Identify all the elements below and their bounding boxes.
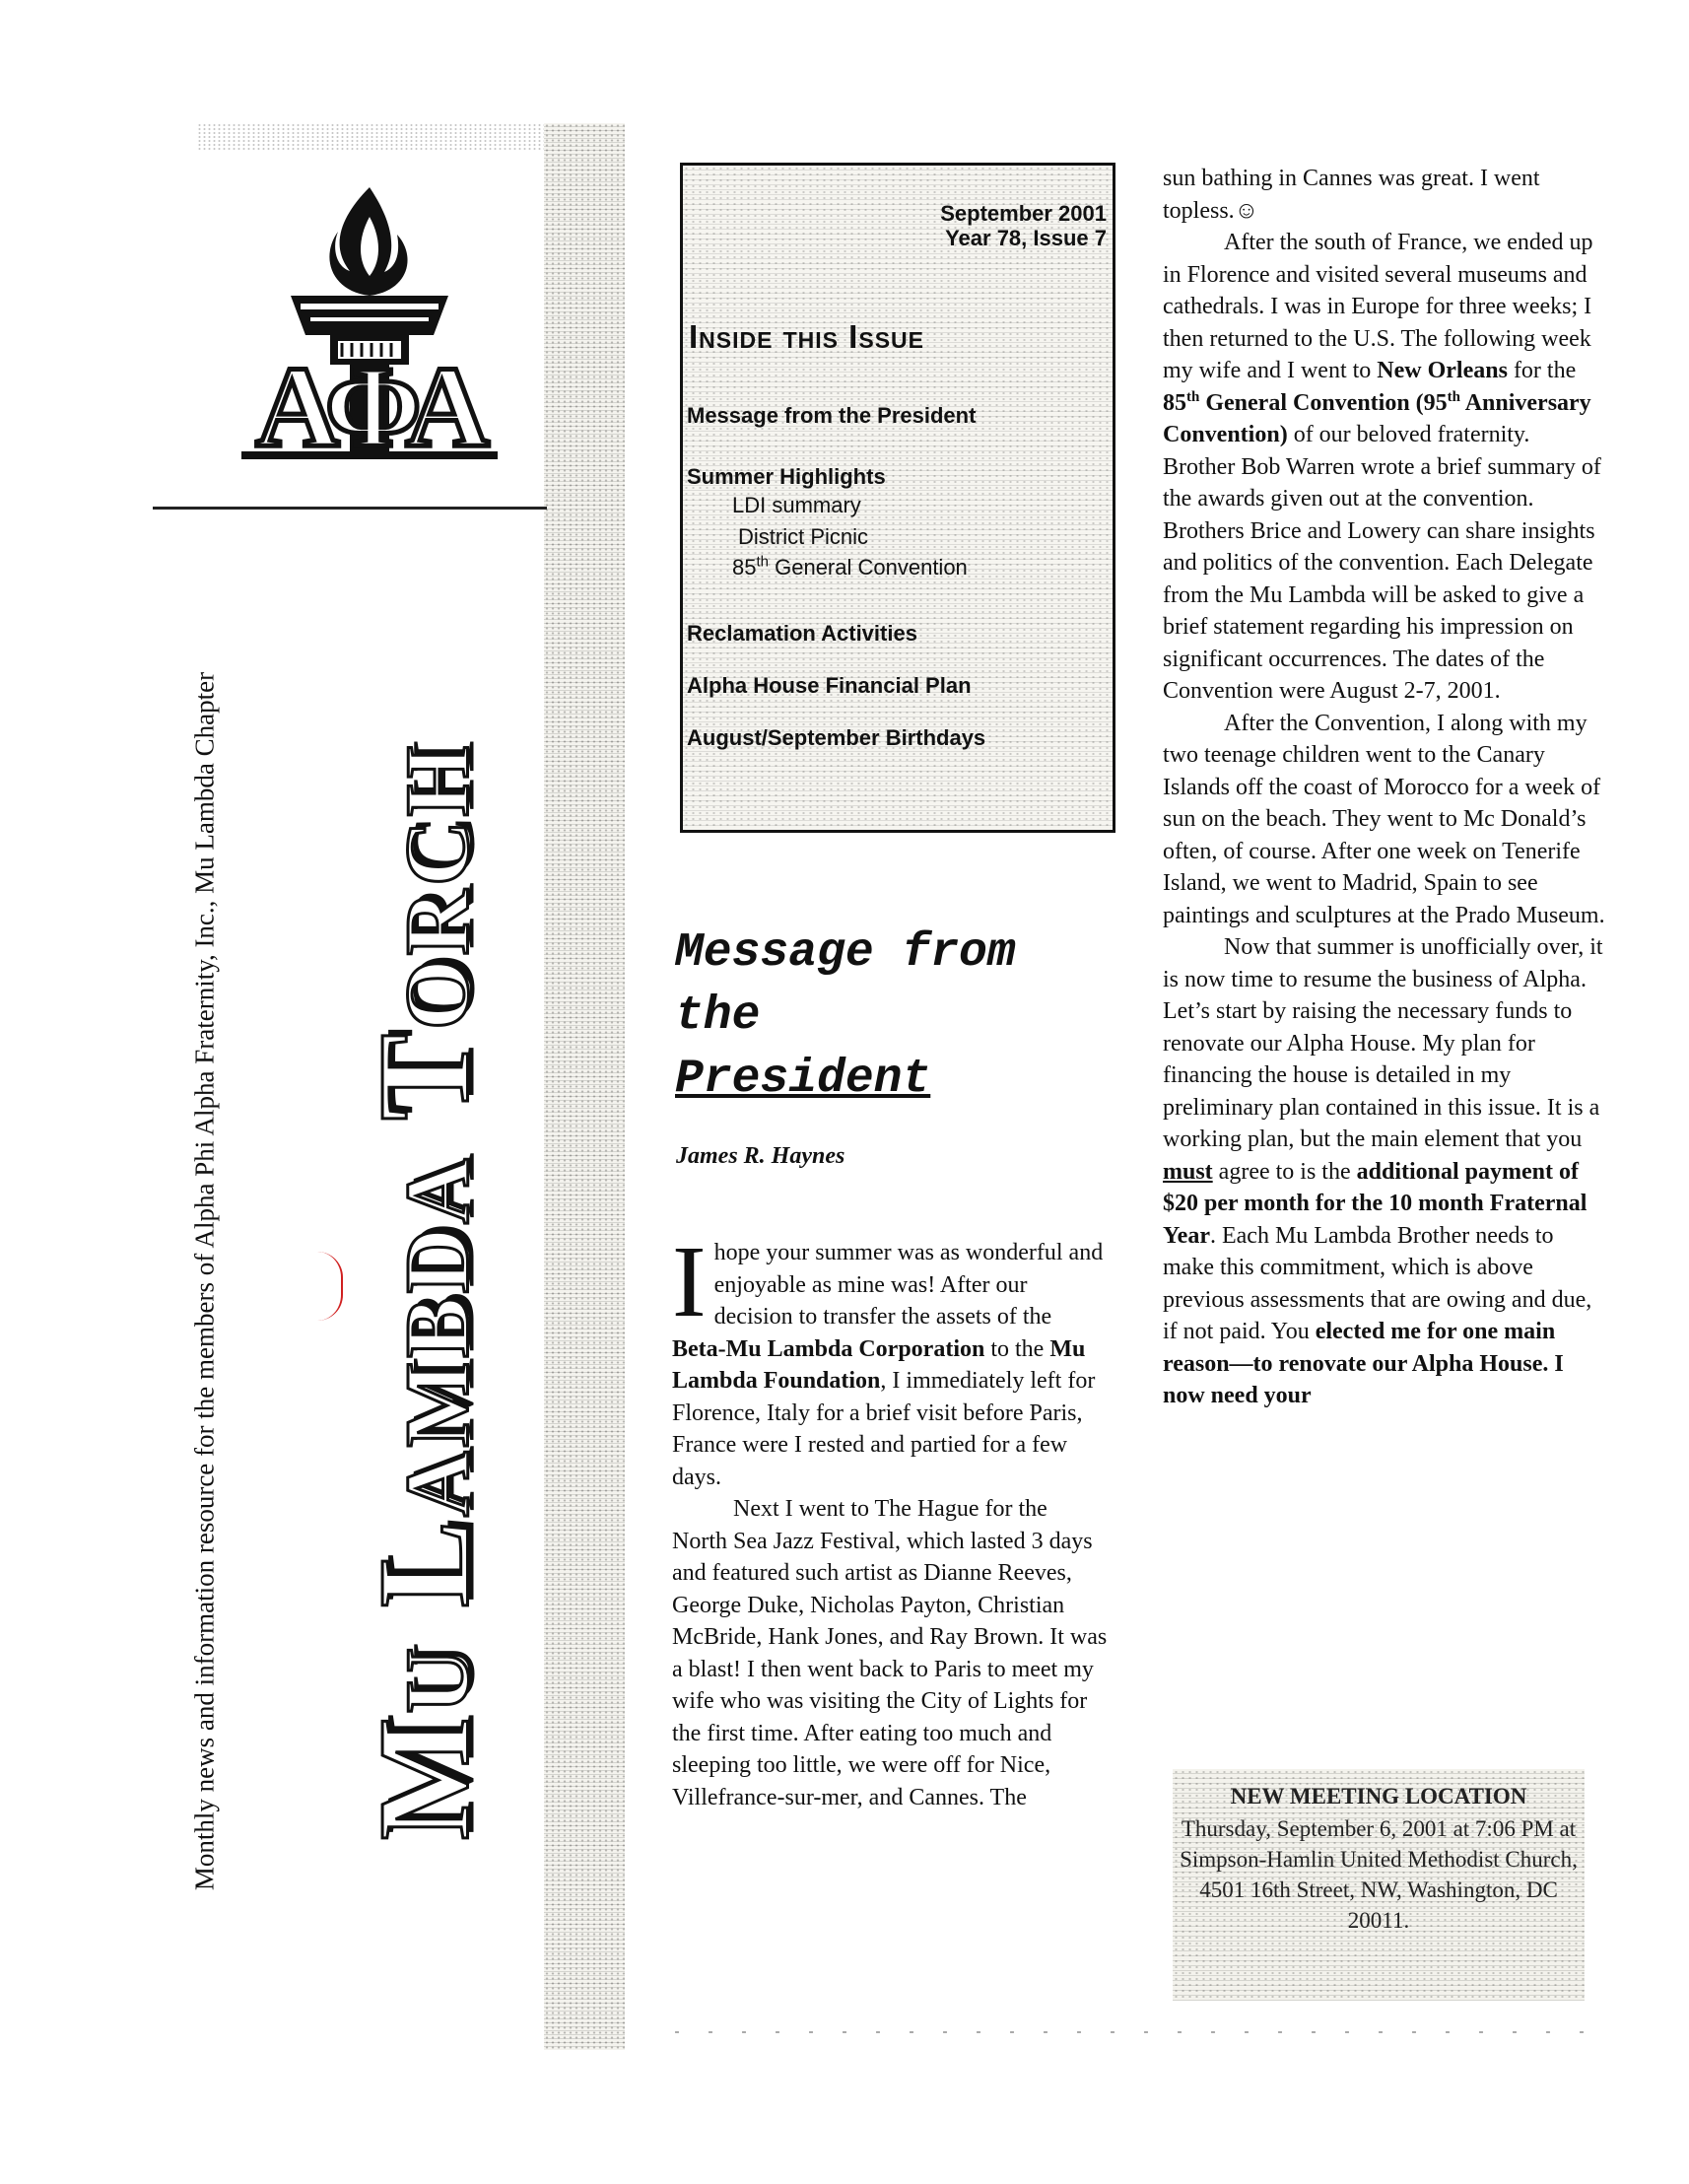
logo-greek-letters: ΑΦΑ xyxy=(255,342,484,463)
table-of-contents xyxy=(687,402,1111,752)
article-paragraph: After the Convention, I along with my two teenage children went to the Canary Islands off the coast of Morocco for a week of sun on the beach. They went to Mc Donald’s often, of course. After one week on Tenerife Island, we went to Madrid, Spain to see paintings and sculptures at the Prado Museum. xyxy=(1163,710,1605,928)
red-pen-mark xyxy=(317,1252,343,1321)
dotted-divider xyxy=(660,2028,1606,2036)
article-byline: James R. Haynes xyxy=(676,1143,845,1169)
issue-volume: Year 78, Issue 7 xyxy=(945,226,1107,250)
newsletter-title: Mu Lambda Torch xyxy=(351,741,497,1841)
meeting-location-box xyxy=(1173,1769,1585,2001)
article-paragraph xyxy=(672,1225,1108,1493)
bold-text: Mu Lambda Foundation xyxy=(672,1335,1086,1394)
headline-line: Message from the xyxy=(675,926,1016,1043)
headline-line: President xyxy=(675,1053,931,1106)
newsletter-subtitle: Monthly news and information resource for the members of Alpha Phi Alpha Fraternity, Inc., Mu Lambda Chapter xyxy=(189,671,220,1891)
underlined-text: must xyxy=(1163,1158,1213,1185)
fraternity-logo xyxy=(222,177,517,463)
text-run: hope your summer was as wonderful and enjoyable as mine was! After our decision to transfer the assets of the xyxy=(713,1240,1104,1330)
article-paragraph: sun bathing in Cannes was great. I went topless.☺ xyxy=(1163,166,1540,224)
toc-item: August/September Birthdays xyxy=(687,725,986,750)
meeting-title: NEW MEETING LOCATION xyxy=(1230,1784,1527,1809)
article-paragraph: Next I went to The Hague for the North Sea Jazz Festival, which lasted 3 days and featured such artist as Dianne Reeves, George Duke, Nicholas Payton, Christian McBride, Hank Jones, and Ray Brown. It was a blast! I then went back to Paris to meet my wife who was visiting the City of Lights for the first time. After eating too much and sleeping too little, we were off for Nice, Villefrance-sur-mer, and Cannes. The xyxy=(672,1496,1108,1810)
article-column-middle xyxy=(672,1225,1108,1813)
bold-text: elected me for one main reason—to renovate our Alpha House. I now need your xyxy=(1163,1319,1564,1408)
toc-item: Reclamation Activities xyxy=(687,621,917,646)
toc-item: Message from the President xyxy=(687,403,977,428)
drop-cap: I xyxy=(672,1225,707,1338)
bold-text: additional payment of $20 per month for the 10 month Fraternal Year xyxy=(1163,1158,1588,1249)
text-run: . Each Mu Lambda Brother needs to make this commitment, which is above previous assessments that are owing and due, if not paid. You xyxy=(1163,1222,1592,1344)
text-run: to the xyxy=(984,1335,1050,1362)
toc-ordinal-suffix: th xyxy=(756,553,769,571)
text-run: Anniversary Convention) xyxy=(1163,389,1591,447)
text-run: agree to is the xyxy=(1212,1158,1357,1185)
bold-text: New Orleans xyxy=(1377,358,1508,383)
inside-this-issue-box xyxy=(680,163,1115,833)
text-run: General Convention (95 xyxy=(1199,389,1448,416)
toc-item: Summer Highlights xyxy=(687,464,886,489)
issue-info xyxy=(940,201,1107,250)
meeting-details: Thursday, September 6, 2001 at 7:06 PM at Simpson-Hamlin United Methodist Church, 4501 16th Street, NW, Washington, DC 20011. xyxy=(1180,1816,1578,1933)
text-run: Now that summer is unofficially over, it is now time to resume the business of Alpha. Let’s start by raising the necessary funds to renovate our Alpha House. My plan for financing the house is detailed in my preliminary plan contained in this issue. It is a working plan, but the main element that you xyxy=(1163,934,1603,1152)
superscript: th xyxy=(1447,388,1461,405)
torch-icon xyxy=(222,177,517,463)
text-run: of our beloved fraternity. Brother Bob Warren wrote a brief summary of the awards given out at the convention. Brothers Brice and Lowery can share insights and politics of the convention. Each Delegate from the Mu Lambda will be asked to give a brief statement regarding his impression on significant occurrences. The dates of the Convention were August 2-7, 2001. xyxy=(1163,422,1601,704)
text-run: for the xyxy=(1507,358,1577,383)
text-run: After the south of France, we ended up in Florence and visited several museums and cathedrals. I was in Europe for three weeks; I then returned to the U.S. The following week my wife and I went to xyxy=(1163,230,1593,383)
inside-title: Inside this Issue xyxy=(689,318,924,355)
article-column-right xyxy=(1163,163,1606,1412)
toc-subitem-label: General Convention xyxy=(769,555,968,580)
article-headline xyxy=(675,921,1128,1111)
toc-subitem xyxy=(687,553,1111,582)
superscript: th xyxy=(1186,388,1200,405)
masthead-rule xyxy=(153,507,547,510)
toc-subitem: District Picnic xyxy=(738,524,869,549)
bold-text: Beta-Mu Lambda Corporation xyxy=(672,1335,985,1362)
article-paragraph xyxy=(1163,931,1606,1412)
toc-subitem: LDI summary xyxy=(732,493,861,517)
text-run: 85 xyxy=(1163,389,1186,416)
toc-item: Alpha House Financial Plan xyxy=(687,673,972,698)
article-paragraph xyxy=(1163,227,1606,708)
toc-ordinal-number: 85 xyxy=(732,555,757,580)
masthead-texture-strip xyxy=(544,123,625,2050)
issue-date: September 2001 xyxy=(940,201,1107,226)
text-run: , I immediately left for Florence, Italy for a brief visit before Paris, France were I rested and partied for a few days. xyxy=(672,1368,1096,1490)
